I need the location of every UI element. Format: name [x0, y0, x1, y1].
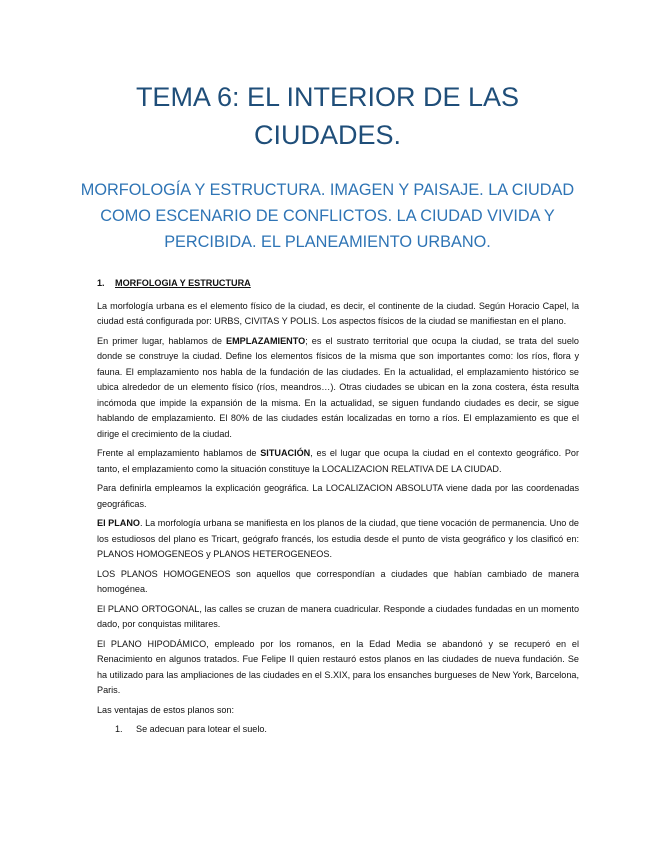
paragraph-situacion: Frente al emplazamiento hablamos de SITUACIÓN, es el lugar que ocupa la ciudad en el contexto geográfico. Por tanto, el emplazamiento como la situación constituye la LOCALIZACION RELATIVA DE LA CIUDAD.: [97, 448, 579, 474]
page-subtitle: MORFOLOGÍA Y ESTRUCTURA. IMAGEN Y PAISAJE. LA CIUDAD COMO ESCENARIO DE CONFLICTOS. LA CIUDAD VIVIDA Y PERCIBIDA. EL PLANEAMIENTO URBANO.: [80, 181, 575, 251]
section-heading: [97, 276, 579, 292]
emphasis-term: SITUACIÓN: [260, 448, 311, 458]
paragraph-planos-homogeneos: LOS PLANOS HOMOGENEOS son aquellos que correspondían a ciudades que habían cambiado de manera homogénea.: [97, 568, 579, 594]
paragraph-plano: El PLANO. La morfología urbana se manifiesta en los planos de la ciudad, que tiene vocación de permanencia. Uno de los estudiosos del plano es Tricart, geógrafo francés, los estudia desde el punto de vista geográfico y los clasificó en: PLANOS HOMOGENEOS y PLANOS HETEROGENEOS.: [97, 518, 579, 559]
paragraph-ventajas: Las ventajas de estos planos son:: [97, 704, 235, 715]
paragraph-plano-ortogonal: El PLANO ORTOGONAL, las calles se cruzan de manera cuadricular. Responde a ciudades fundadas en un momento dado, por conquistas militares.: [97, 603, 579, 629]
paragraph-localizacion: Para definirla empleamos la explicación geográfica. La LOCALIZACION ABSOLUTA viene dada por las coordenadas geográficas.: [97, 483, 579, 509]
list-item-number: 1.: [115, 724, 123, 734]
paragraph-morfologia: La morfología urbana es el elemento físico de la ciudad, es decir, el continente de la ciudad. Según Horacio Capel, la ciudad está configurada por: URBS, CIVITAS Y POLIS. Los aspectos físicos de la ciudad se manifiestan en el plano.: [97, 300, 579, 326]
emphasis-term: El PLANO: [97, 518, 140, 528]
list-item: [97, 722, 579, 738]
document-body: [97, 276, 579, 738]
paragraph-emplazamiento: En primer lugar, hablamos de EMPLAZAMIENTO; es el sustrato territorial que ocupa la ciudad, se trata del suelo donde se construye la ciudad. Define los elementos físicos de la misma que son importantes como: los ríos, flora y fauna. El emplazamiento nos habla de la fundación de las ciudades. En la actualidad, el emplazamiento histórico se ubica alrededor de un elemento físico (ríos, meandros…). Otras ciudades se ubican en la zona costera, ésta resulta incómoda que impide la expansión de la misma. En la actualidad, se siguen fundando ciudades es decir, se sigue hablando de emplazamiento. El 80% de las ciudades están localizadas en torno a ríos. El emplazamiento es que el dirige el crecimiento de la ciudad.: [97, 335, 579, 439]
emphasis-term: EMPLAZAMIENTO: [226, 335, 306, 346]
section-title: MORFOLOGIA Y ESTRUCTURA: [115, 278, 251, 288]
list-item-text: Se adecuan para lotear el suelo.: [136, 724, 267, 734]
page-title: TEMA 6: EL INTERIOR DE LAS CIUDADES.: [135, 82, 520, 150]
paragraph-plano-hipodamico: El PLANO HIPODÁMICO, empleado por los romanos, en la Edad Media se abandonó y se recuperó en el Renacimiento en algunos tratados. Fue Felipe II quien restauró estos planos en las ciudades de nueva fundación. Se ha utilizado para las ampliaciones de las ciudades en el S.XIX, para los ensanches burgueses de New York, Barcelona, Paris.: [97, 638, 579, 695]
section-number: 1.: [97, 278, 105, 288]
